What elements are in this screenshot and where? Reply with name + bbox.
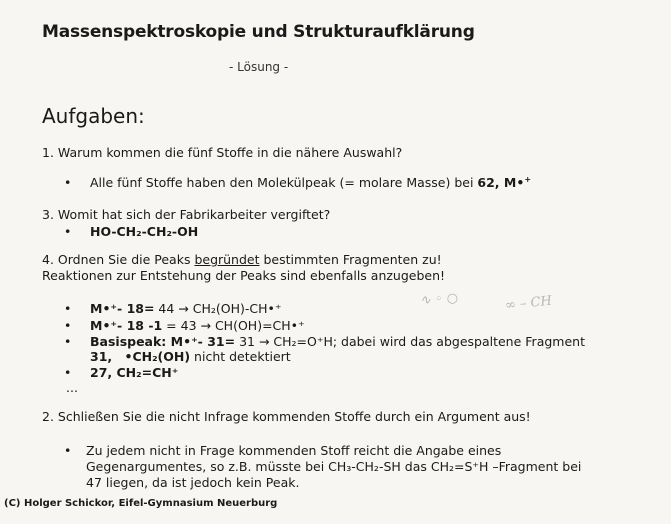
ellipsis: ... (66, 380, 78, 395)
page-subtitle: - Lösung - (229, 60, 289, 74)
question-number: 3. (42, 207, 54, 222)
question-4 (42, 252, 442, 267)
bullet-icon: • (64, 224, 72, 239)
section-heading: Aufgaben: (42, 104, 145, 128)
fragment-item (90, 318, 305, 333)
fragment-bold: M•⁺- 18= (90, 301, 155, 316)
bullet-icon: • (64, 318, 72, 333)
fragment-bold: 31, (90, 349, 117, 364)
copyright-footer: (C) Holger Schickor, Eifel-Gymnasium Neuerburg (4, 498, 278, 509)
page-title: Massenspektroskopie und Strukturaufklärung (42, 22, 475, 42)
question-number: 2. (42, 409, 54, 424)
fragment-text: 44 → CH₂(OH)-CH•⁺ (154, 301, 282, 316)
answer-bold: 62, M• (477, 175, 525, 190)
fragment-bold: 27, CH₂=CH⁺ (90, 365, 179, 380)
answer-2-line3: 47 liegen, da ist jedoch kein Peak. (86, 475, 300, 490)
handwritten-scribble: ∿ ◦ ○ (419, 290, 459, 309)
bullet-icon: • (64, 175, 72, 190)
fragment-item (90, 301, 281, 316)
question-text: Warum kommen die fünf Stoffe in die nähere Auswahl? (57, 145, 403, 160)
question-text-a: Ordnen Sie die Peaks (57, 252, 195, 267)
question-text-b: bestimmten Fragmenten zu! (259, 252, 442, 267)
bullet-icon: • (64, 443, 72, 458)
fragment-item (90, 334, 585, 349)
question-text: Schließen Sie die nicht Infrage kommenden Stoffe durch ein Argument aus! (57, 409, 531, 424)
fragment-item (90, 365, 178, 380)
fragment-item-continued (90, 349, 291, 364)
question-number: 4. (42, 252, 54, 267)
answer-2-line1: Zu jedem nicht in Frage kommenden Stoff reicht die Angabe eines (86, 443, 502, 458)
fragment-text: = 43 → CH(OH)=CH•⁺ (162, 318, 305, 333)
answer-2-line2: Gegenargumentes, so z.B. müsste bei CH₃-CH₂-SH das CH₂=S⁺H –Fragment bei (86, 459, 582, 474)
fragment-cont: nicht detektiert (190, 349, 291, 364)
fragment-bold: M•⁺- 18 -1 (90, 318, 163, 333)
question-3 (42, 207, 330, 222)
question-2 (42, 409, 531, 424)
bullet-icon: • (64, 301, 72, 316)
question-4-line2: Reaktionen zur Entstehung der Peaks sind ebenfalls anzugeben! (42, 268, 446, 283)
answer-text: Alle fünf Stoffe haben den Molekülpeak (= molare Masse) bei (90, 175, 478, 190)
question-text: Womit hat sich der Fabrikarbeiter vergiftet? (57, 207, 331, 222)
question-number: 1. (42, 145, 54, 160)
answer-1: Alle fünf Stoffe haben den Molekülpeak (= molare Masse) bei 62, M•+ (90, 175, 532, 190)
bullet-icon: • (64, 334, 72, 349)
fragment-text: 31 → CH₂=O⁺H; dabei wird das abgespaltene Fragment (235, 334, 585, 349)
question-1 (42, 145, 402, 160)
handwritten-scribble: ∞ – CH (504, 293, 553, 314)
fragment-bold: Basispeak: M•⁺- 31= (90, 334, 236, 349)
fragment-cont-bold: •CH₂(OH) (124, 349, 191, 364)
question-text-underlined: begründet (194, 252, 260, 267)
answer-3: HO-CH₂-CH₂-OH (90, 224, 199, 239)
bullet-icon: • (64, 365, 72, 380)
